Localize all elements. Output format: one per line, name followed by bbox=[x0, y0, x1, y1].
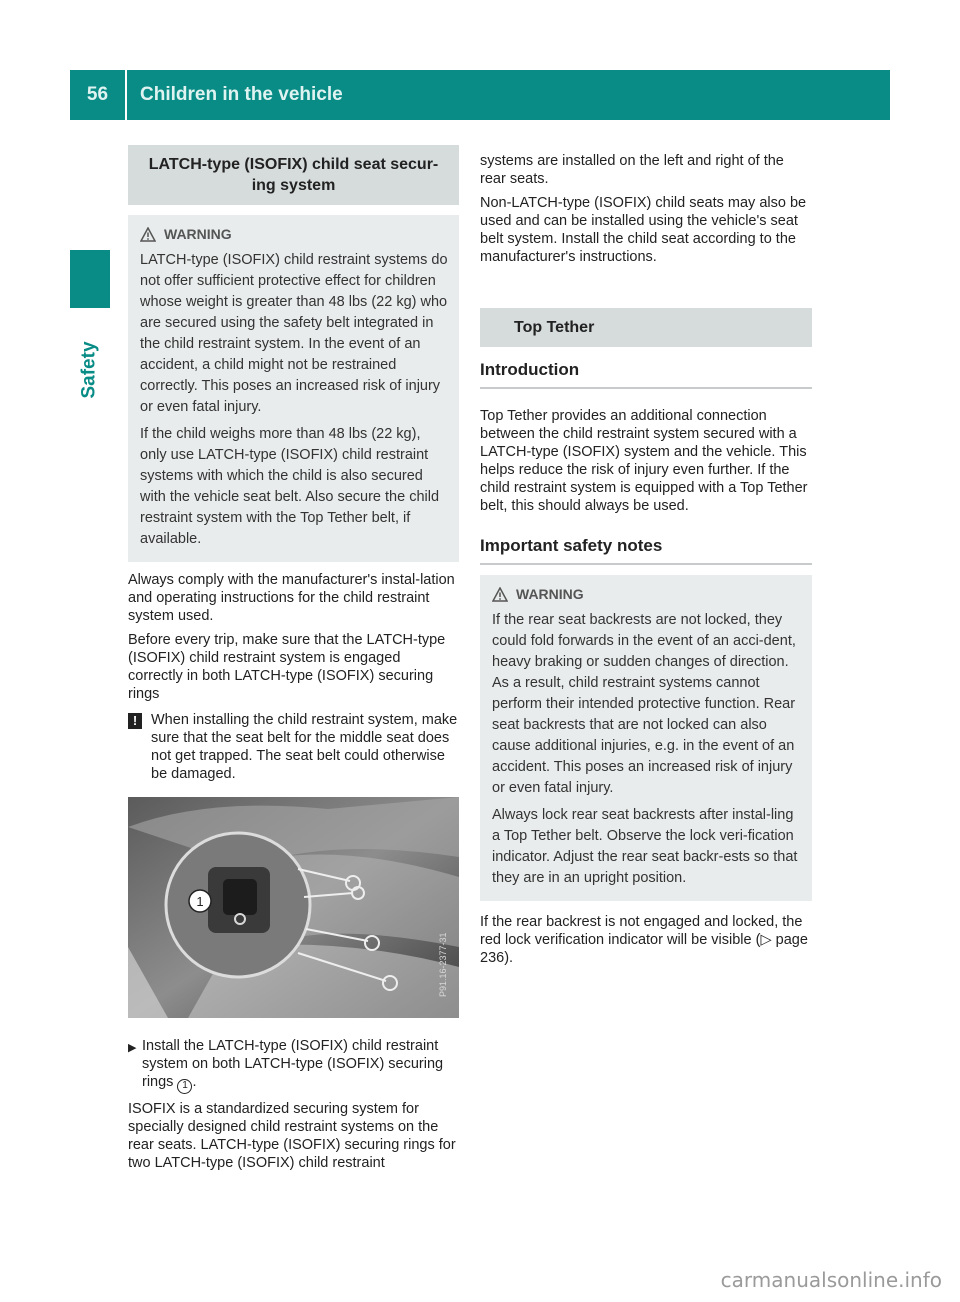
section-title-top-tether: Top Tether bbox=[480, 308, 812, 347]
watermark: carmanualsonline.info bbox=[720, 1268, 942, 1292]
note bbox=[128, 711, 459, 783]
isofix-rings-photo bbox=[128, 797, 459, 1018]
left-column bbox=[128, 145, 459, 1172]
instruction-step bbox=[128, 1037, 459, 1094]
body-paragraph: Non-LATCH-type (ISOFIX) child seats may also be used and can be installed using the vehicle's seat belt system. Install the child seat according to the manufacturer's instructions. bbox=[480, 195, 807, 265]
page-number: 56 bbox=[86, 84, 109, 105]
sidebar-tab bbox=[70, 250, 110, 308]
warning-triangle-icon bbox=[492, 587, 508, 602]
warning-heading: WARNING bbox=[140, 225, 449, 243]
warning-heading: WARNING bbox=[492, 585, 802, 603]
body-paragraph: Before every trip, make sure that the LATCH-type (ISOFIX) child restraint system is engaged correctly in both LATCH-type (ISOFIX) securing rings bbox=[128, 632, 446, 702]
header-divider bbox=[125, 70, 127, 120]
step-text: Install the LATCH-type (ISOFIX) child restraint system on both LATCH-type (ISOFIX) securing rings 1 . bbox=[142, 1037, 459, 1094]
page-header bbox=[70, 70, 890, 120]
body-paragraph: Top Tether provides an additional connection between the child restraint system secured with a LATCH-type (ISOFIX) system and the vehicle. This helps reduce the risk of injury even further. If the child restraint system is equipped with a Top Tether belt, this should always be used. bbox=[480, 408, 808, 514]
right-column bbox=[480, 152, 812, 967]
warning-triangle-icon bbox=[140, 227, 156, 242]
callout-1-label: 1 bbox=[196, 894, 204, 909]
step-arrow-icon: ▶ bbox=[128, 1042, 137, 1054]
body-paragraph: ISOFIX is a standardized securing system for specially designed child restraint systems on the rear seats. LATCH-type (ISOFIX) securing rings for two LATCH-type (ISOFIX) child restraint bbox=[128, 1100, 456, 1171]
exclamation-icon: ! bbox=[128, 713, 142, 729]
body-paragraph: systems are installed on the left and right of the rear seats. bbox=[480, 153, 784, 187]
warning-box-top-tether bbox=[480, 575, 812, 901]
subheading-safety-notes: Important safety notes bbox=[480, 535, 812, 565]
section-title-latch: LATCH-type (ISOFIX) child seat secur-ing system bbox=[128, 145, 459, 205]
note-text: When installing the child restraint system, make sure that the seat belt for the middle seat does not get trapped. The seat belt could otherwise be damaged. bbox=[151, 712, 458, 782]
warning-text: If the rear seat backrests are not locked, they could fold forwards in the event of an acci-dent, heavy braking or sudden changes of direction. As a result, child restraint systems cannot perform their intended protective function. Rear seat backrests that are not locked can also cause additional injuries, e.g. in the event of an accident. This poses an increased risk of injury or even fatal injury. bbox=[492, 612, 796, 796]
warning-text: LATCH-type (ISOFIX) child restraint systems do not offer sufficient protective effect for children whose weight is greater than 48 lbs (22 kg) who are secured using the safety belt integrated in the child restraint system. In the event of an accident, a child might not be restrained correctly. This poses an increased risk of injury or even fatal injury. bbox=[140, 252, 448, 415]
callout-1-icon: 1 bbox=[177, 1079, 192, 1094]
page-reference[interactable]: page 236). bbox=[480, 932, 808, 966]
body-paragraph: Always comply with the manufacturer's instal-lation and operating instructions for the child restraint system used. bbox=[128, 572, 455, 624]
warning-box-latch bbox=[128, 215, 459, 562]
warning-text: If the child weighs more than 48 lbs (22 kg), only use LATCH-type (ISOFIX) child restraint systems with which the child is also secured with the vehicle seat belt. Also secure the child restraint system with the Top Tether belt, if available. bbox=[140, 426, 440, 547]
sidebar-section-label: Safety bbox=[79, 341, 100, 399]
chapter-title: Children in the vehicle bbox=[140, 84, 343, 105]
body-paragraph: If the rear backrest is not engaged and locked, the red lock verification indicator will be visible (▷ page 236). bbox=[480, 914, 808, 966]
warning-text: Always lock rear seat backrests after instal-ling a Top Tether belt. Observe the lock veri-fication indicator. Adjust the rear seat backr-ests so that they are in an upright position. bbox=[492, 807, 798, 886]
subheading-introduction: Introduction bbox=[480, 359, 812, 389]
figure-code: P91.16-2377-31 bbox=[438, 932, 448, 997]
page-reference-icon: ▷ bbox=[760, 932, 772, 948]
